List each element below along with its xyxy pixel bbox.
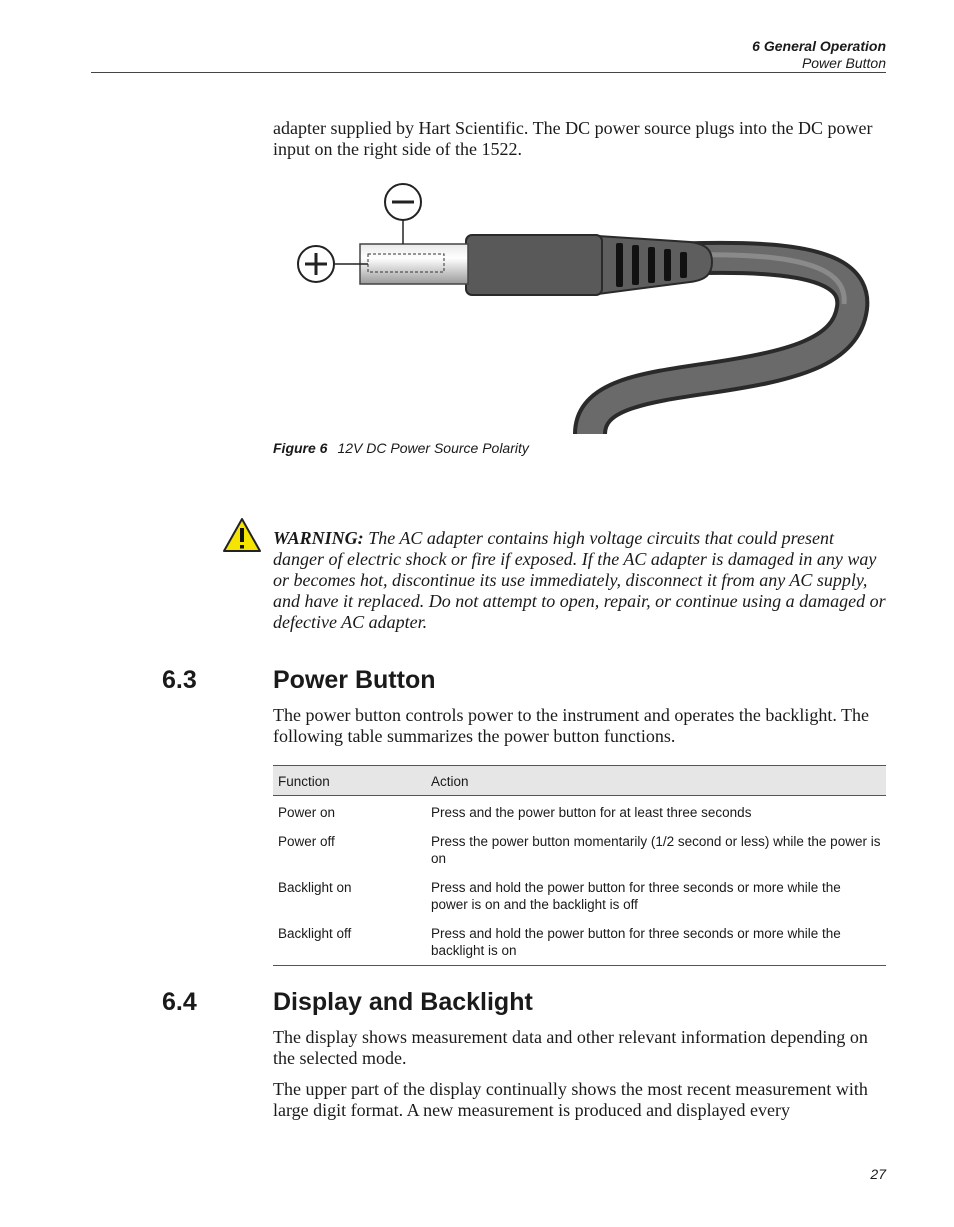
section-6-3-number: 6.3 bbox=[162, 666, 197, 694]
table-cell-function: Backlight off bbox=[273, 917, 426, 966]
plug-body bbox=[466, 235, 602, 295]
dc-plug-figure bbox=[290, 178, 870, 434]
table-cell-action: Press and hold the power button for three seconds or more while the power is on and the backlight is off bbox=[431, 880, 841, 912]
table-header-row bbox=[273, 766, 886, 796]
section-6-4-body-2: The upper part of the display continually shows the most recent measurement with large digit format. A new measurement is produced and displayed every bbox=[273, 1079, 868, 1120]
figure-number: Figure 6 bbox=[273, 440, 328, 456]
page-number: 27 bbox=[870, 1166, 886, 1182]
table-cell-function: Power off bbox=[278, 834, 335, 849]
table-header-function: Function bbox=[273, 766, 426, 796]
table-row bbox=[273, 871, 886, 917]
section-6-4-number: 6.4 bbox=[162, 988, 197, 1016]
table-row bbox=[273, 796, 886, 826]
running-header-section: Power Button bbox=[801, 55, 886, 71]
warning-icon bbox=[222, 517, 262, 553]
header-rule bbox=[91, 72, 886, 73]
figure-caption bbox=[273, 440, 529, 456]
table-cell-action: Press and hold the power button for three seconds or more while the backlight is on bbox=[426, 917, 886, 966]
table-row bbox=[273, 917, 886, 966]
running-header bbox=[752, 38, 886, 72]
table-cell-function: Power on bbox=[278, 805, 336, 820]
table-cell-action: Press and the power button for at least three seconds bbox=[431, 805, 752, 820]
dc-plug-illustration bbox=[290, 178, 870, 434]
intro-paragraph: adapter supplied by Hart Scientific. The DC power source plugs into the DC power input on the right side of the 1522. bbox=[273, 118, 873, 159]
table-cell-function: Backlight on bbox=[278, 880, 352, 895]
section-6-4-title: Display and Backlight bbox=[273, 988, 533, 1016]
running-header-chapter: 6 General Operation bbox=[752, 38, 886, 54]
table-header-action: Action bbox=[426, 766, 886, 796]
table-cell-action: Press the power button momentarily (1/2 second or less) while the power is on bbox=[431, 834, 881, 866]
power-button-functions-table bbox=[273, 765, 886, 966]
figure-caption-text: 12V DC Power Source Polarity bbox=[337, 440, 529, 456]
table-row bbox=[273, 825, 886, 871]
section-6-3-title: Power Button bbox=[273, 666, 436, 694]
section-6-3-body: The power button controls power to the instrument and operates the backlight. The following table summarizes the power button functions. bbox=[273, 705, 870, 746]
warning-paragraph bbox=[273, 528, 888, 633]
warning-label: WARNING: bbox=[273, 528, 364, 548]
warning-body: The AC adapter contains high voltage circuits that could present danger of electric shock or fire if exposed. If the AC adapter is damaged in any way or becomes hot, discontinue its use immediately, disconnect it from any AC supply, and have it replaced. Do not attempt to open, repair, or continue using a damaged or defective AC adapter. bbox=[273, 528, 886, 632]
section-6-4-body-1: The display shows measurement data and other relevant information depending on the selected mode. bbox=[273, 1027, 868, 1068]
plug-tip bbox=[360, 244, 468, 284]
